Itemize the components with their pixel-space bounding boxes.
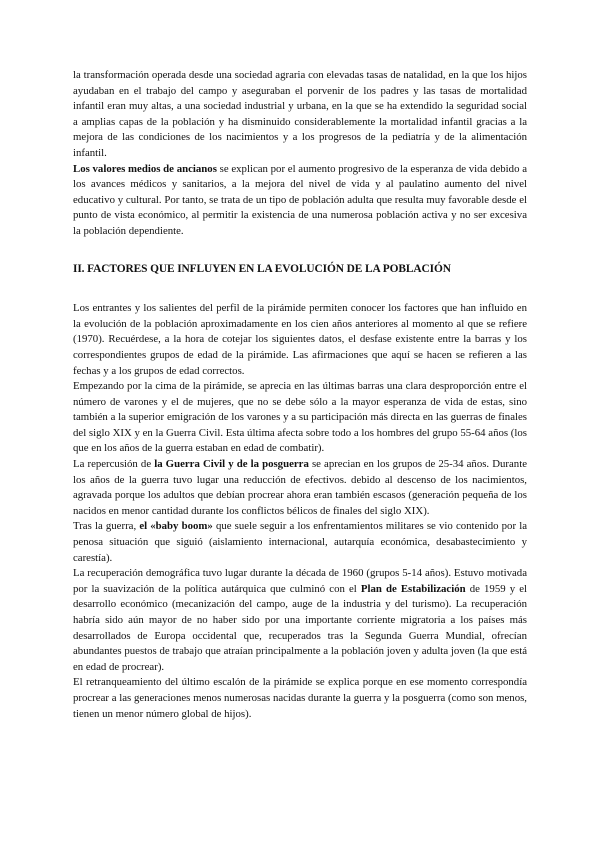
paragraph-civil-war bbox=[73, 457, 527, 519]
paragraph-text: se aprecian en los grupos de 25-34 años. Durante los años de la guerra tuvo lugar una reducción de efectivos. debido al descenso de los nacimientos, agravada porque los adultos que debían procrear ahora eran también escasos (generación pequeña de los nacidos en menor cantidad durante los conflictos bélicos de finales del siglo XIX). bbox=[73, 458, 527, 517]
paragraph-text: se explican por el aumento progresivo de la esperanza de vida debido a los avances médicos y sanitarios, a la mejora del nivel de vida y al paulatino aumento del nivel educativo y cultural. Por tanto, se trata de un tipo de población adulta que resulta muy favorable desde el punto de vista económico, al permitir la existencia de una numerosa población activa y no ser excesiva la población dependiente. bbox=[73, 162, 527, 237]
paragraph-elderly-values bbox=[73, 162, 527, 240]
paragraph-text: Tras la guerra, bbox=[73, 520, 140, 533]
paragraph-text: de 1959 y el desarrollo económico (mecanización del campo, auge de la industria y del turismo). La recuperación habría sido aún mayor de no haber sido por una importante corriente migratoria a los países más desarrollados de Europa occidental que, recuperados tras la Segunda Guerra Mundial, ofrecían abundantes puestos de trabajo que atraían principalmente a la población joven y adulta joven (la que está en edad de procrear). bbox=[73, 582, 527, 673]
paragraph-intro-continuation: la transformación operada desde una sociedad agraria con elevadas tasas de natalidad, en la que los hijos ayudaban en el trabajo del campo y aseguraban el porvenir de los padres y las tasas de mortalidad infantil eran muy altas, a una sociedad industrial y urbana, en la que se ha extendido la seguridad social a amplias capas de la población y ha disminuido considerablemente la mortalidad infantil gracias a la mejora de las condiciones de los nacimientos y a los progresos de la pediatría y de la alimentación infantil. bbox=[73, 69, 527, 159]
bold-phrase-elderly: Los valores medios de ancianos bbox=[73, 162, 217, 175]
paragraph-baby-boom bbox=[73, 519, 527, 566]
paragraph-text: La recuperación demográfica tuvo lugar durante la década de 1960 (grupos 5-14 años). Estuvo motivada por la suavización de la política autárquica que culminó con el bbox=[73, 567, 527, 595]
bold-phrase-baby-boom: el «baby boom» bbox=[139, 520, 213, 533]
paragraph-text: que suele seguir a los enfrentamientos militares se vio contenido por la penosa situación que siguió (aislamiento internacional, autarquía económica, desabastecimiento y carestía). bbox=[73, 520, 527, 564]
bold-phrase-stabilization-plan: Plan de Estabilización bbox=[360, 582, 466, 595]
document-page bbox=[73, 68, 527, 722]
bold-phrase-civil-war: la Guerra Civil y de la posguerra bbox=[154, 458, 309, 471]
paragraph-pyramid-profile: Los entrantes y los salientes del perfil de la pirámide permiten conocer los factores que han influido en la evolución de la población aproximadamente en los cien años anteriores al momento al que se refiere (1970). Recuérdese, a la hora de cotejar los siguientes datos, el desfase existente entre la barras y los correspondientes grupos de edad de la pirámide. Las afirmaciones que aquí se hacen se refieren a las fechas y a los grupos de edad correctos. bbox=[73, 302, 527, 377]
paragraph-last-step: El retranqueamiento del último escalón de la pirámide se explica porque en ese momento correspondía procrear a las generaciones menos numerosas nacidas durante la guerra y la posguerra (como son menos, tienen un menor número global de hijos). bbox=[73, 676, 527, 720]
paragraph-text: La repercusión de bbox=[73, 458, 155, 471]
paragraph-pyramid-top: Empezando por la cima de la pirámide, se aprecia en las últimas barras una clara desproporción entre el número de varones y el de mujeres, que no se debe sólo a la mayor esperanza de vida de estas, sino también a la superior emigración de los varones y a su participación más directa en las guerras de finales del siglo XIX y en la Guerra Civil. Esta última afecta sobre todo a los hombres del grupo 55-64 años (los que en los años de la guerra estaban en edad de combatir). bbox=[73, 380, 527, 455]
paragraph-recovery bbox=[73, 566, 527, 675]
section-heading: II. FACTORES QUE INFLUYEN EN LA EVOLUCIÓN DE LA POBLACIÓN bbox=[73, 262, 451, 275]
